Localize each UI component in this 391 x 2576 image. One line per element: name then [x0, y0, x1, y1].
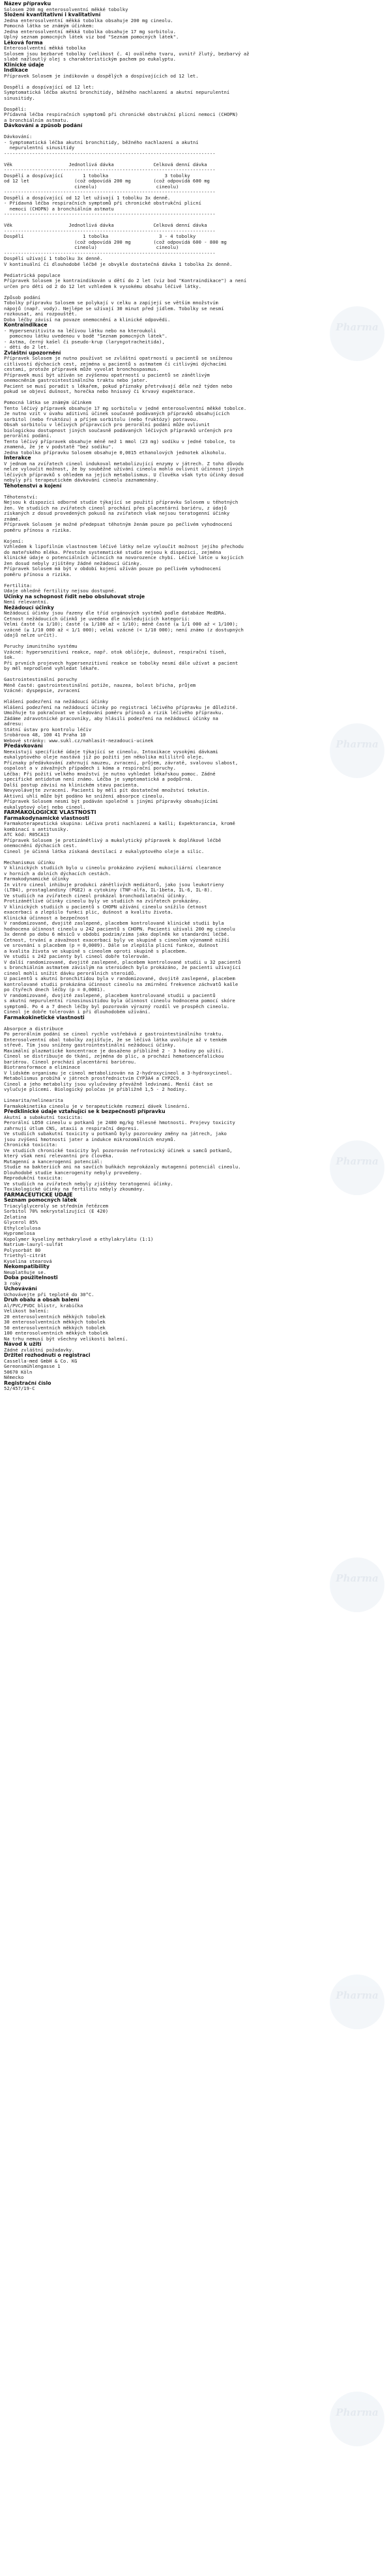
- text-line: Ve studiích subakutní toxicity u potkanů byly pozorovány změny na játrech, jako: [4, 1131, 227, 1136]
- text-line: do mateřského mléka. Přestože systematické studie nejsou k dispozici, zejména: [4, 549, 222, 555]
- text-line: získaných z dosud provedených pokusů na zvířatech však nejsou teratogenní účinky: [4, 511, 230, 516]
- text-line: Nejsou k dispozici odborné studie týkající se použití přípravku Solosem u těhotných: [4, 500, 239, 505]
- text-line: po čtyřech dnech léčby (p = 0,0001).: [4, 987, 106, 992]
- text-line: Četnost nežádoucích účinků je uvedena dle následujících kategorií:: [4, 616, 190, 622]
- text-line: vylučuje plícemi. Biologický poločas je přibližně 1,5 - 2 hodiny.: [4, 1087, 188, 1092]
- text-line: Cineol se distribuuje do tkání, zejména do plic, a prochází hematoencefalickou: [4, 1054, 224, 1059]
- text-line: Další postup závisí na klinickém stavu pacienta.: [4, 782, 139, 788]
- text-line: Biotransformace a eliminace: [4, 1065, 80, 1070]
- text-line: Věk Jednotlivá dávka Celková denní dávka: [4, 223, 207, 228]
- text-line: [4, 79, 387, 85]
- text-line: Protizánětlivé účinky cineolu byly ve studiích na zvířatech prokázány.: [4, 899, 201, 904]
- text-line: [4, 672, 387, 678]
- text-line: Údaje ohledně fertility nejsou dostupné.: [4, 588, 117, 594]
- text-line: nepurulentní sinusitidy: [4, 145, 75, 151]
- text-line: Dospělí:: [4, 106, 27, 112]
- text-line: Neexistují specifické údaje týkající se cineolu. Intoxikace vysokými dávkami: [4, 749, 218, 755]
- text-line: (což odpovídá 200 mg (což odpovídá 600 - 800 mg: [4, 239, 227, 245]
- text-line: ---------------------------------------------------------------------------: [4, 167, 216, 173]
- text-line: Aktivní uhlí může být podáno ke snížení absorpce cineolu.: [4, 793, 165, 799]
- section-heading: Těhotenství a kojení: [4, 483, 62, 489]
- text-line: [4, 533, 387, 539]
- text-line: Absorpce a distribuce: [4, 1026, 63, 1032]
- text-line: Je nutno vzít v úvahu aditivní účinek současně podávaných přípravků obsahujících: [4, 411, 230, 416]
- text-line: V lidském organismu je cineol metabolizován na 2-hydroxycineol a 3-hydroxycineol.: [4, 1070, 233, 1076]
- text-line: šok.: [4, 655, 16, 660]
- text-line: který však není relevantní pro člověka.: [4, 1153, 114, 1159]
- text-line: 3x denně po dobu 6 měsíců v období podzim/zima jako doplněk ke standardní léčbě.: [4, 932, 230, 937]
- text-line: Triethyl-citrát: [4, 1253, 46, 1258]
- text-line: Ve studiích na zvířatech nebyly zjištěny teratogenní účinky.: [4, 1181, 173, 1187]
- text-line: Maximální plazmatické koncentrace je dosaženo přibližně 2 - 3 hodiny po užití.: [4, 1048, 224, 1054]
- section-heading: Předávkování: [4, 744, 43, 749]
- text-line: citlivostí dýchacích cest, zejména u pacientů s astmatem či citlivými dýchacími: [4, 361, 227, 367]
- text-line: Cineol a jeho metabolity jsou vylučovány převážně ledvinami. Menší část se: [4, 1081, 213, 1087]
- section-heading: Doba použitelnosti: [4, 1275, 58, 1281]
- text-line: [4, 129, 387, 135]
- text-line: - Přídavná léčba respiračních symptomů při chronické obstrukční plicní: [4, 201, 201, 206]
- text-line: Metabolismus probíhá v játrech prostřednictvím CYP3A4 a CYP2C9.: [4, 1076, 182, 1081]
- text-line: Cineol je účinná látka získaná destilací z eukalyptového oleje a silic.: [4, 848, 205, 854]
- text-line: Dospělí a dospívající od 12 let užívají 1 tobolku 3x denně.: [4, 195, 171, 201]
- text-line: Sorbitol 70% nekrystalizující (E 420): [4, 1209, 109, 1214]
- text-line: Velikost balení:: [4, 1309, 50, 1314]
- watermark-logo: Pharma: [326, 2392, 388, 2454]
- text-line: jsou zvýšení hmotnosti jater a indukce mikrozomálních enzymů.: [4, 1136, 176, 1142]
- watermark-logo: Pharma: [326, 306, 388, 369]
- text-line: Chronická toxicita:: [4, 1142, 58, 1148]
- text-line: [4, 1093, 387, 1099]
- text-line: pokud se objeví dušnost, horečka nebo hnisavý či krvavý expektorace.: [4, 389, 196, 394]
- section-heading: Seznam pomocných látek: [4, 1198, 77, 1203]
- text-line: Pacient se musí poradit s lékařem, pokud příznaky přetrvávají déle než týden nebo: [4, 383, 233, 389]
- text-line: Natrium-lauryl-sulfát: [4, 1242, 63, 1247]
- text-line: Mechanismus účinku: [4, 860, 55, 865]
- text-line: Perorální LD50 cineolu u potkanů je 2480 mg/kg tělesné hmotnosti. Projevy toxicity: [4, 1120, 235, 1125]
- text-line: Linearita/nelinearita: [4, 1098, 63, 1103]
- text-line: Věk Jednotlivá dávka Celková denní dávka: [4, 162, 207, 167]
- text-line: Enterosolventní měkká tobolka: [4, 46, 86, 51]
- section-heading: Dávkování a způsob podání: [4, 123, 83, 128]
- text-line: znamená, že je v podstatě "bez sodíku".: [4, 444, 114, 450]
- text-line: žen. Ve studiích na zvířatech cineol prochází přes placentární bariéru, z údajů: [4, 505, 227, 511]
- text-line: Přípravek Solosem má být v období kojení užíván pouze po pečlivém vyhodnocení: [4, 566, 222, 572]
- text-line: ---------------------------------------------------------------------------: [4, 151, 216, 156]
- section-heading: Interakce: [4, 456, 31, 461]
- text-line: a kvalita života ve skupině s cineolem oproti skupině s placebem.: [4, 948, 188, 954]
- text-line: střevě. Tím jsou sníženy gastrointestinální nežádoucí účinky.: [4, 1043, 176, 1048]
- text-line: Farmakodynamické účinky: [4, 876, 69, 882]
- section-heading: Klinické údaje: [4, 62, 44, 68]
- text-line: U pacientů s akutní bronchitidou byla v randomizované, dvojitě zaslepené, placebem: [4, 976, 235, 981]
- text-line: Přípravek Solosem je nutno používat se zvláštní opatrností u pacientů se sníženou: [4, 356, 233, 361]
- text-line: Vzácné: dyspepsie, zvracení: [4, 688, 80, 693]
- text-line: kontrolované studii prokázána účinnost cineolu na zmírnění frekvence záchvatů kašle: [4, 981, 239, 987]
- text-line: Ve studii s 242 pacienty byl cineol dobře tolerován.: [4, 954, 151, 959]
- text-line: Žádáme zdravotnické pracovníky, aby hlásili podezření na nežádoucí účinky na: [4, 716, 218, 721]
- section-heading: Léková forma: [4, 40, 43, 46]
- text-line: V jednom na zvířatech cineol indukoval metabolizující enzymy v játrech. Z toho důvodu: [4, 461, 244, 467]
- text-line: In vitro cineol inhibuje produkci zánětlivých mediátorů, jako jsou leukotrieny: [4, 882, 224, 888]
- text-line: v horních a dolních dýchacích cestách.: [4, 871, 111, 876]
- text-line: Farmakokinetika cineolu je v terapeutickém rozmezí dávek lineární.: [4, 1103, 190, 1109]
- text-line: Na trhu nemusí být všechny velikosti balení.: [4, 1336, 128, 1342]
- text-line: 100 enterosolventních měkkých tobolek: [4, 1331, 109, 1336]
- section-heading: Účinky na schopnost řídit nebo obsluhovat stroje: [4, 594, 145, 600]
- text-line: Hlášení podezření na nežádoucí účinky: [4, 699, 109, 704]
- text-line: klinické údaje o potenciálních účincích na novorozence chybí. Léčivé látce u kojících: [4, 555, 244, 560]
- watermark-logo: Pharma: [326, 1975, 388, 2037]
- text-line: Dospělí a dospívající 1 tobolka 3 tobolky: [4, 173, 190, 179]
- text-line: žen dosud nebyly zjištěny žádné nežádoucí účinky.: [4, 560, 143, 566]
- text-line: [4, 395, 387, 401]
- text-line: cineolu) cineolu): [4, 245, 179, 250]
- text-line: 20 enterosolventních měkkých tobolek: [4, 1314, 106, 1320]
- section-heading: Druh obalu a obsah balení: [4, 1297, 80, 1303]
- text-line: Tento léčivý přípravek obsahuje méně než 1 mmol (23 mg) sodíku v jedné tobolce, to: [4, 439, 235, 444]
- text-line: poměru přínosu a rizika.: [4, 572, 72, 577]
- text-line: Gastrointestinální poruchy: [4, 677, 78, 682]
- text-line: Cassella-med GmbH & Co. KG: [4, 1358, 78, 1364]
- text-line: Klinická účinnost a bezpečnost: [4, 915, 89, 921]
- text-line: adresu:: [4, 721, 24, 727]
- text-line: Glycerol 85%: [4, 1220, 38, 1225]
- text-line: zahrnují útlum CNS, ataxii a respirační depresi.: [4, 1125, 139, 1131]
- text-line: Nežádoucí účinky jsou řazeny dle tříd orgánových systémů podle databáze MedDRA.: [4, 611, 227, 616]
- text-line: - Astma, černý kašel či pseudo-krup (laryngotracheitida),: [4, 339, 165, 345]
- text-line: Úplný seznam pomocných látek viz bod "Seznam pomocných látek".: [4, 35, 179, 40]
- text-line: Poruchy imunitního systému: [4, 644, 78, 649]
- text-line: nemoci (CHOPN) a bronchiálním astmatu: [4, 206, 114, 212]
- text-line: s bronchiálním astmatem závislým na steroidech bylo prokázáno, že pacienti užívající: [4, 965, 241, 970]
- text-line: [4, 489, 387, 495]
- text-line: 50 enterosolventních měkkých tobolek: [4, 1325, 106, 1331]
- text-line: [4, 1020, 387, 1026]
- text-line: Ve studiích na zvířatech cineol prokázal bronchodilatační účinky.: [4, 893, 188, 899]
- text-line: Reprodukční toxicita:: [4, 1176, 63, 1181]
- watermark-logo: Pharma: [326, 723, 388, 786]
- text-line: (LTB4), prostaglandiny (PGE2) a cytokiny (TNF-alfa, IL-1beta, IL-6, IL-8).: [4, 888, 213, 893]
- text-line: onemocněním gastrointestinálního traktu nebo jater.: [4, 378, 148, 383]
- text-line: Jedna enterosolventní měkká tobolka obsahuje 200 mg cineolu.: [4, 18, 173, 23]
- text-line: Gereonsmühlengasse 1: [4, 1364, 61, 1369]
- text-line: - děti do 2 let.: [4, 345, 50, 350]
- text-line: Vzhledem k lipofilním vlastnostem léčivé látky nelze vyloučit možnost jejího přechodu: [4, 544, 244, 549]
- document-page: [4, 1, 387, 1392]
- text-line: Webové stránky: www.sukl.cz/nahlasit-nezadouci-ucinek: [4, 738, 154, 744]
- text-line: [4, 218, 387, 224]
- text-line: Vzácné: hypersenzitivní reakce, např. otok obličeje, dušnost, respirační tíseň,: [4, 649, 227, 655]
- text-line: cineolu) cineolu): [4, 184, 179, 190]
- text-line: ---------------------------------------------------------------------------: [4, 228, 216, 234]
- text-line: Fertilita:: [4, 583, 33, 588]
- text-line: kombinací s antitusiky.: [4, 826, 69, 832]
- text-line: [4, 854, 387, 860]
- section-heading: Název přípravku: [4, 1, 51, 7]
- text-line: nebyly při terapeutickém dávkování cineolu zaznamenány.: [4, 478, 159, 483]
- text-line: Tobolky přípravku Solosem se polykají v celku a zapíjejí se větším množstvím: [4, 300, 218, 306]
- text-line: údajů nelze určit).: [4, 633, 58, 638]
- text-line: Způsob podání: [4, 295, 41, 300]
- text-line: Hypromelosa: [4, 1231, 35, 1236]
- text-line: léčivých přípravků s ohledem na jejich metabolismus. U člověka však tyto účinky dosud: [4, 472, 244, 478]
- text-line: Přípravek Solosem je protizánětlivý a mukolytický přípravek k doplňkové léčbě: [4, 837, 222, 843]
- text-line: Není relevantní.: [4, 600, 50, 605]
- text-line: Farmakoterapeutická skupina: Léčiva proti nachlazení a kašli; Expektorancia, kromě: [4, 821, 235, 826]
- text-line: [4, 577, 387, 583]
- text-line: - Symptomatická léčba akutní bronchitidy, běžného nachlazení a akutní: [4, 139, 199, 145]
- text-line: ---------------------------------------------------------------------------: [4, 250, 216, 256]
- text-line: cestami, protože přípravek může vyvolat bronchospasmus.: [4, 367, 159, 372]
- text-line: sorbitol (nebo fruktózu) a příjem sorbitolu (nebo fruktózy) potravou.: [4, 416, 199, 422]
- text-line: cineol mohli snížit dávku perorálních steroidů.: [4, 970, 137, 976]
- text-line: pomocnou látku uvedenou v bodě "Seznam pomocných látek".: [4, 334, 167, 339]
- text-line: Toxikologické účinky na fertilitu nebyly zkoumány.: [4, 1187, 145, 1192]
- text-line: 3 roky: [4, 1281, 21, 1286]
- section-heading: Nežádoucí účinky: [4, 605, 54, 611]
- text-line: Přípravek Solosem je indikován u dospělých a dospívajících od 12 let.: [4, 73, 199, 79]
- text-line: V randomizované, dvojitě zaslepené, placebem kontrolované studii u pacientů: [4, 992, 216, 998]
- text-line: Při prvních projevech hypersenzitivní reakce se tobolky nesmí dále užívat a pacient: [4, 660, 239, 666]
- text-line: 30 enterosolventních měkkých tobolek: [4, 1320, 106, 1325]
- text-line: Ve studiích chronické toxicity byl pozorován nefrotoxický účinek u samců potkanů,: [4, 1148, 233, 1153]
- section-heading: Kontraindikace: [4, 323, 48, 328]
- section-heading: Farmakodynamické vlastnosti: [4, 815, 89, 821]
- text-line: Doba léčby závisí na povaze onemocnění a klinické odpovědi.: [4, 317, 171, 323]
- text-line: Dospělí užívají 1 tobolku 3x denně.: [4, 256, 103, 261]
- text-line: Solosem 200 mg enterosolventní měkké tobolky: [4, 7, 128, 12]
- text-line: [4, 101, 387, 107]
- text-line: Nevyvolávejte zvracení. Pacienti by měli pít dostatečné množství tekutin.: [4, 788, 210, 793]
- text-line: Kyselina stearová: [4, 1258, 52, 1264]
- text-line: ---------------------------------------------------------------------------: [4, 212, 216, 217]
- text-line: Symptomatická léčba akutní bronchitidy, běžného nachlazení a akutní nepurulentní: [4, 90, 230, 95]
- text-line: hodnocena účinnost cineolu u 242 pacientů s CHOPN. Pacienti užívali 200 mg cineolu: [4, 926, 235, 932]
- text-line: Hlášení podezření na nežádoucí účinky po registraci léčivého přípravku je důležité.: [4, 704, 239, 710]
- text-line: nápojů (např. vody). Nejlépe se užívají 30 minut před jídlem. Tobolky se nesmí: [4, 306, 224, 311]
- text-line: Přípravek Solosem je možné předepsat těhotným ženám pouze po pečlivém vyhodnocení: [4, 522, 233, 527]
- text-line: [4, 694, 387, 700]
- text-line: - Hypersenzitivita na léčivou látku nebo na kteroukoli: [4, 328, 156, 334]
- text-line: Státní ústav pro kontrolu léčiv: [4, 727, 92, 732]
- text-line: Žádné zvláštní požadavky.: [4, 1347, 75, 1353]
- text-line: [4, 639, 387, 644]
- text-line: určen pro děti od 2 do 12 let vzhledem k vysokému obsahu léčivé látky.: [4, 283, 201, 289]
- text-line: Velmi časté (≥ 1/10); časté (≥ 1/100 až < 1/10); méně časté (≥ 1/1 000 až < 1/100);: [4, 622, 239, 627]
- section-heading: Nekompatibility: [4, 1264, 50, 1269]
- text-line: Tento léčivý přípravek obsahuje 17 mg sorbitolu v jedné enterosolventní měkké tobolce.: [4, 405, 247, 411]
- section-heading: Registrační číslo: [4, 1380, 51, 1386]
- text-line: nelze vyloučit možnost, že by souběžné užívání cineolu mohlo ovlivnit účinnost jiných: [4, 467, 244, 472]
- text-line: exacerbací a zlepšilo funkci plic, dušnost a kvalitu života.: [4, 910, 173, 915]
- text-line: 52/457/19-C: [4, 1386, 35, 1391]
- text-line: [4, 267, 387, 273]
- text-line: Pomocná látka se známým účinkem: [4, 400, 92, 405]
- text-line: V klinických studiích bylo u cineolu prokázáno zvýšení mukociliární clearance: [4, 865, 222, 871]
- section-heading: Farmakokinetické vlastnosti: [4, 1015, 85, 1020]
- text-line: Přípravek musí být užíván se zvýšenou opatrností u pacientů se zánětlivým: [4, 372, 210, 378]
- text-line: Umožňuje to pokračovat ve sledování poměru přínosů a rizik léčivého přípravku.: [4, 710, 224, 716]
- section-heading: Návod k užití: [4, 1342, 42, 1347]
- text-line: Obsah sorbitolu v léčivých přípravcích pro perorální podání může ovlivnit: [4, 422, 210, 427]
- text-line: s akutní nepurulentní rinosinusitidou byla účinnost cineolu hodnocena pomocí skóre: [4, 998, 235, 1004]
- section-heading: Držitel rozhodnutí o registraci: [4, 1353, 91, 1358]
- text-line: Německo: [4, 1375, 24, 1380]
- text-line: ---------------------------------------------------------------------------: [4, 190, 216, 195]
- text-line: Pediatrická populace: [4, 272, 61, 278]
- text-line: vzácné (≥ 1/10 000 až < 1/1 000); velmi vzácné (< 1/10 000); není známo (z dostupných: [4, 627, 244, 633]
- text-line: Dávkování:: [4, 134, 33, 139]
- text-line: Uchovávejte při teplotě do 30°C.: [4, 1292, 94, 1297]
- text-line: Al/PVC/PVDC blistr, krabička: [4, 1303, 83, 1309]
- text-line: ospalost a v závažných případech i kóma a respirační poruchy.: [4, 766, 176, 771]
- text-line: Solosem jsou bezbarvé tobolky (velikost č. 4) oválného tvaru, uvnitř žlutý, bezbarvý až: [4, 51, 250, 57]
- text-line: [4, 156, 387, 162]
- text-line: Dospělí 1 tobolka 3 - 4 tobolky: [4, 234, 196, 239]
- text-line: onemocnění dýchacích cest.: [4, 843, 78, 848]
- text-line: Cineol je dobře tolerován i při dlouhodobém užívání.: [4, 1009, 151, 1015]
- text-line: Polysorbát 80: [4, 1247, 41, 1253]
- section-heading: Složení kvantitativní i kvalitativní: [4, 12, 101, 18]
- section-heading: Zvláštní upozornění: [4, 350, 61, 356]
- text-line: Studie na bakteriích ani na savčích buňkách neprokázaly mutagenní potenciál cineolu.: [4, 1165, 241, 1170]
- text-line: poměru přínosu a rizika.: [4, 527, 72, 533]
- text-line: Těhotenství:: [4, 494, 38, 500]
- text-line: Dlouhodobé studie kancerogenity nebyly provedeny.: [4, 1170, 143, 1176]
- text-line: známé.: [4, 516, 21, 522]
- text-line: Mutagenní a kancerogenní potenciál:: [4, 1159, 103, 1165]
- text-line: V kontinuální či dlouhodobé léčbě je obvykle dostatečná dávka 1 tobolka 2x denně.: [4, 261, 233, 267]
- chapter-heading: FARMACEUTICKÉ ÚDAJE: [4, 1192, 73, 1198]
- text-line: slabě nažloutlý olej s charakteristickým pachem po eukalyptu.: [4, 57, 176, 62]
- text-line: specifické antidotum není známo. Léčba je symptomatická a podpůrná.: [4, 777, 193, 782]
- text-line: Pomocná látka se známým účinkem:: [4, 23, 94, 29]
- text-line: eukalyptového oleje nastává již po požití jen několika mililitrů oleje.: [4, 755, 205, 760]
- text-line: by měl neprodleně vyhledat lékaře.: [4, 666, 100, 671]
- text-line: Méně časté: gastrointestinální potíže, nauzea, bolest břicha, průjem: [4, 682, 196, 688]
- text-line: biologickou dostupnost jiných současně podávaných léčivých přípravků určených pro: [4, 427, 233, 433]
- text-line: bariérou. Cineol prochází placentární bariérou.: [4, 1059, 137, 1065]
- text-line: V randomizované, dvojitě zaslepené, placebem kontrolované klinické studii byla: [4, 921, 224, 926]
- text-line: Ethylcelulosa: [4, 1225, 41, 1231]
- text-line: Neuplatňuje se.: [4, 1269, 46, 1275]
- text-line: Enterosolventní obal tobolky zajišťuje, že se léčivá látka uvolňuje až v tenkém: [4, 1037, 227, 1043]
- text-line: Želatina: [4, 1214, 27, 1220]
- text-line: Příznaky předávkování zahrnují nauzeu, zvracení, průjem, závratě, svalovou slabost,: [4, 760, 239, 766]
- text-line: Šrobárova 48, 100 41 Praha 10: [4, 732, 86, 738]
- watermark-logo: Pharma: [326, 1140, 388, 1203]
- text-line: Přípravek Solosem nesmí být podáván společně s jinými přípravky obsahujícími: [4, 799, 218, 804]
- chapter-heading: FARMAKOLOGICKÉ VLASTNOSTI: [4, 810, 96, 815]
- text-line: a bronchiálním astmatu.: [4, 117, 69, 123]
- section-heading: Předklinické údaje vztahující se k bezpečnosti přípravku: [4, 1109, 166, 1114]
- text-line: symptomů. Po 4 a 7 dnech léčby byl pozorován výrazný rozdíl ve prospěch cineolu.: [4, 1004, 230, 1009]
- text-line: Kojení:: [4, 538, 24, 544]
- text-line: ATC kód: R05CA13: [4, 832, 50, 837]
- text-line: [4, 289, 387, 295]
- text-line: Četnost, trvání a závažnost exacerbací byly ve skupině s cineolem významně nižší: [4, 937, 230, 943]
- text-line: V klinických studiích u pacientů s CHOPN užívání cineolu snížilo četnost: [4, 904, 207, 910]
- text-line: 50670 Köln: [4, 1369, 33, 1375]
- watermark-logo: Pharma: [326, 1557, 388, 1620]
- text-line: eukalyptový olej nebo cineol.: [4, 804, 86, 810]
- text-line: Léčba: Při požití velkého množství je nutno vyhledat lékařskou pomoc. Žádné: [4, 771, 216, 777]
- text-line: Triacylglyceroly se středním řetězcem: [4, 1203, 109, 1209]
- text-line: od 12 let (což odpovídá 200 mg (což odpovídá 600 mg: [4, 179, 210, 184]
- text-line: Kopolymer kyseliny methakrylové a ethylakrylátu (1:1): [4, 1236, 154, 1242]
- section-heading: Uchovávání: [4, 1286, 37, 1292]
- text-line: rozkousat, ani rozpouštět.: [4, 311, 78, 317]
- text-line: Přídavná léčba respiračních symptomů při chronické obstrukční plicní nemoci (CHOPN): [4, 112, 239, 117]
- text-line: Po perorálním podání se cineol rychle vstřebává z gastrointestinálního traktu.: [4, 1032, 224, 1037]
- text-line: Dospělí a dospívající od 12 let:: [4, 84, 94, 90]
- section-heading: Indikace: [4, 68, 29, 73]
- text-line: Přípravek Solosem je kontraindikován u dětí do 2 let (viz bod "Kontraindikace") a není: [4, 278, 247, 283]
- text-line: ve srovnání s placebem (p = 0,0009). Dále se zlepšila plicní funkce, dušnost: [4, 943, 218, 948]
- text-line: Jedna enterosolventní měkká tobolka obsahuje 17 mg sorbitolu.: [4, 29, 176, 35]
- text-line: perorální podání.: [4, 433, 52, 439]
- text-line: Jedna tobolka přípravku Solosem obsahuje 0,0015 ethanolových jednotek alkoholu.: [4, 450, 227, 456]
- text-line: V další randomizované, dvojitě zaslepené, placebem kontrolované studii u 32 pacientů: [4, 959, 241, 965]
- text-line: sinusitidy.: [4, 95, 35, 101]
- text-line: Akutní a subakutní toxicita:: [4, 1114, 83, 1120]
